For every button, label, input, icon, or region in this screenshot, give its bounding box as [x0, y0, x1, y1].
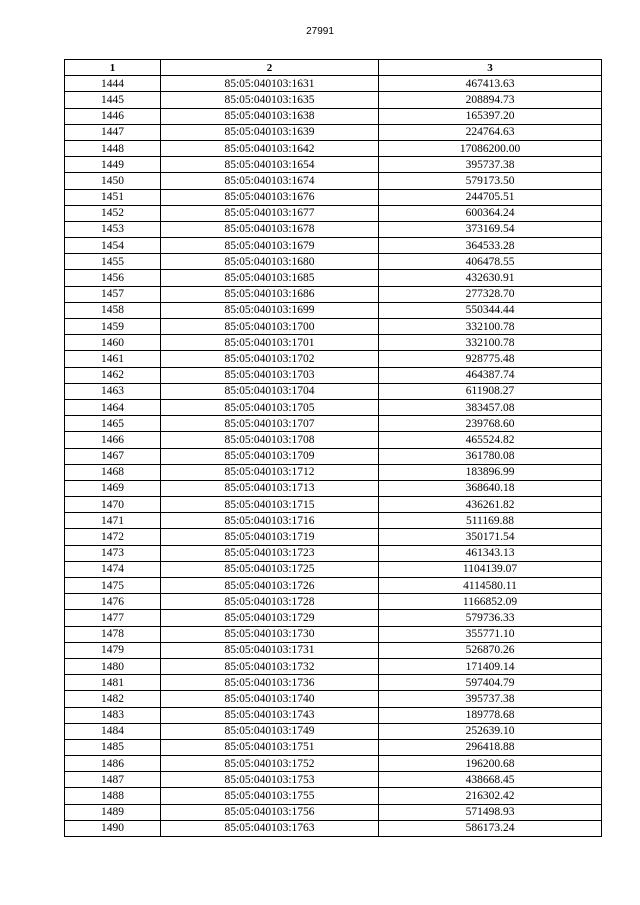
cadastral-number-cell: 85:05:040103:1676: [161, 189, 379, 205]
row-number-cell: 1466: [65, 432, 161, 448]
row-number-cell: 1489: [65, 804, 161, 820]
cadastral-number-cell: 85:05:040103:1638: [161, 108, 379, 124]
table-row: [65, 238, 602, 254]
row-number-cell: 1448: [65, 140, 161, 156]
value-cell: 383457.08: [379, 399, 602, 415]
table-row: [65, 448, 602, 464]
row-number-cell: 1450: [65, 173, 161, 189]
table-row: [65, 497, 602, 513]
cadastral-number-cell: 85:05:040103:1686: [161, 286, 379, 302]
value-cell: 208894.73: [379, 92, 602, 108]
row-number-cell: 1454: [65, 238, 161, 254]
column-header-1: 1: [65, 60, 161, 76]
table-row: [65, 432, 602, 448]
cadastral-number-cell: 85:05:040103:1755: [161, 788, 379, 804]
value-cell: 4114580.11: [379, 578, 602, 594]
value-cell: 600364.24: [379, 205, 602, 221]
row-number-cell: 1457: [65, 286, 161, 302]
row-number-cell: 1484: [65, 723, 161, 739]
cadastral-number-cell: 85:05:040103:1703: [161, 367, 379, 383]
cadastral-number-cell: 85:05:040103:1753: [161, 772, 379, 788]
table-row: [65, 335, 602, 351]
row-number-cell: 1468: [65, 464, 161, 480]
value-cell: 550344.44: [379, 302, 602, 318]
cadastral-number-cell: 85:05:040103:1685: [161, 270, 379, 286]
row-number-cell: 1483: [65, 707, 161, 723]
cadastral-number-cell: 85:05:040103:1729: [161, 610, 379, 626]
cadastral-number-cell: 85:05:040103:1752: [161, 756, 379, 772]
row-number-cell: 1447: [65, 124, 161, 140]
cadastral-number-cell: 85:05:040103:1674: [161, 173, 379, 189]
value-cell: 224764.63: [379, 124, 602, 140]
table-row: [65, 221, 602, 237]
row-number-cell: 1469: [65, 480, 161, 496]
row-number-cell: 1477: [65, 610, 161, 626]
cadastral-number-cell: 85:05:040103:1740: [161, 691, 379, 707]
row-number-cell: 1472: [65, 529, 161, 545]
value-cell: 597404.79: [379, 675, 602, 691]
table-row: [65, 92, 602, 108]
table-row: [65, 480, 602, 496]
row-number-cell: 1474: [65, 561, 161, 577]
cadastral-number-cell: 85:05:040103:1700: [161, 319, 379, 335]
row-number-cell: 1451: [65, 189, 161, 205]
value-cell: 296418.88: [379, 739, 602, 755]
cadastral-number-cell: 85:05:040103:1635: [161, 92, 379, 108]
row-number-cell: 1479: [65, 642, 161, 658]
value-cell: 436261.82: [379, 497, 602, 513]
cadastral-number-cell: 85:05:040103:1756: [161, 804, 379, 820]
row-number-cell: 1459: [65, 319, 161, 335]
table-row: [65, 205, 602, 221]
value-cell: 196200.68: [379, 756, 602, 772]
table-row: [65, 561, 602, 577]
cadastral-number-cell: 85:05:040103:1728: [161, 594, 379, 610]
cadastral-number-cell: 85:05:040103:1716: [161, 513, 379, 529]
cadastral-number-cell: 85:05:040103:1701: [161, 335, 379, 351]
value-cell: 216302.42: [379, 788, 602, 804]
value-cell: 395737.38: [379, 157, 602, 173]
table-row: [65, 804, 602, 820]
value-cell: 244705.51: [379, 189, 602, 205]
table-row: [65, 610, 602, 626]
table-row: [65, 756, 602, 772]
value-cell: 586173.24: [379, 820, 602, 836]
table-row: [65, 383, 602, 399]
row-number-cell: 1446: [65, 108, 161, 124]
table-row: [65, 545, 602, 561]
row-number-cell: 1486: [65, 756, 161, 772]
row-number-cell: 1452: [65, 205, 161, 221]
cadastral-number-cell: 85:05:040103:1725: [161, 561, 379, 577]
table-row: [65, 76, 602, 92]
cadastral-number-cell: 85:05:040103:1679: [161, 238, 379, 254]
table-row: [65, 723, 602, 739]
row-number-cell: 1487: [65, 772, 161, 788]
cadastral-number-cell: 85:05:040103:1723: [161, 545, 379, 561]
table-row: [65, 124, 602, 140]
cadastral-number-cell: 85:05:040103:1654: [161, 157, 379, 173]
table-row: [65, 707, 602, 723]
row-number-cell: 1463: [65, 383, 161, 399]
value-cell: 395737.38: [379, 691, 602, 707]
cadastral-number-cell: 85:05:040103:1731: [161, 642, 379, 658]
cadastral-number-cell: 85:05:040103:1677: [161, 205, 379, 221]
table-row: [65, 351, 602, 367]
value-cell: 17086200.00: [379, 140, 602, 156]
row-number-cell: 1470: [65, 497, 161, 513]
cadastral-number-cell: 85:05:040103:1763: [161, 820, 379, 836]
cadastral-number-cell: 85:05:040103:1749: [161, 723, 379, 739]
table-row: [65, 367, 602, 383]
cadastral-number-cell: 85:05:040103:1743: [161, 707, 379, 723]
table-row: [65, 642, 602, 658]
value-cell: 467413.63: [379, 76, 602, 92]
cadastral-number-cell: 85:05:040103:1736: [161, 675, 379, 691]
row-number-cell: 1444: [65, 76, 161, 92]
row-number-cell: 1453: [65, 221, 161, 237]
value-cell: 461343.13: [379, 545, 602, 561]
table-row: [65, 788, 602, 804]
column-header-3: 3: [379, 60, 602, 76]
value-cell: 579173.50: [379, 173, 602, 189]
row-number-cell: 1455: [65, 254, 161, 270]
value-cell: 171409.14: [379, 658, 602, 674]
value-cell: 183896.99: [379, 464, 602, 480]
cadastral-number-cell: 85:05:040103:1719: [161, 529, 379, 545]
row-number-cell: 1456: [65, 270, 161, 286]
table-row: [65, 157, 602, 173]
value-cell: 611908.27: [379, 383, 602, 399]
row-number-cell: 1476: [65, 594, 161, 610]
value-cell: 928775.48: [379, 351, 602, 367]
table-row: [65, 464, 602, 480]
table-row: [65, 626, 602, 642]
table-row: [65, 772, 602, 788]
table-row: [65, 820, 602, 836]
row-number-cell: 1467: [65, 448, 161, 464]
cadastral-number-cell: 85:05:040103:1642: [161, 140, 379, 156]
table-row: [65, 302, 602, 318]
cadastral-number-cell: 85:05:040103:1715: [161, 497, 379, 513]
table-row: [65, 658, 602, 674]
cadastral-number-cell: 85:05:040103:1704: [161, 383, 379, 399]
value-cell: 332100.78: [379, 319, 602, 335]
row-number-cell: 1445: [65, 92, 161, 108]
value-cell: 350171.54: [379, 529, 602, 545]
value-cell: 511169.88: [379, 513, 602, 529]
row-number-cell: 1482: [65, 691, 161, 707]
value-cell: 438668.45: [379, 772, 602, 788]
value-cell: 579736.33: [379, 610, 602, 626]
table-row: [65, 108, 602, 124]
cadastral-number-cell: 85:05:040103:1705: [161, 399, 379, 415]
cadastral-number-cell: 85:05:040103:1730: [161, 626, 379, 642]
page-number: 27991: [306, 26, 334, 37]
value-cell: 355771.10: [379, 626, 602, 642]
value-cell: 332100.78: [379, 335, 602, 351]
value-cell: 373169.54: [379, 221, 602, 237]
value-cell: 465524.82: [379, 432, 602, 448]
row-number-cell: 1485: [65, 739, 161, 755]
data-table: [64, 59, 602, 837]
table-row: [65, 675, 602, 691]
value-cell: 364533.28: [379, 238, 602, 254]
value-cell: 252639.10: [379, 723, 602, 739]
table-row: [65, 399, 602, 415]
value-cell: 239768.60: [379, 416, 602, 432]
value-cell: 361780.08: [379, 448, 602, 464]
cadastral-number-cell: 85:05:040103:1708: [161, 432, 379, 448]
table-row: [65, 140, 602, 156]
value-cell: 277328.70: [379, 286, 602, 302]
value-cell: 571498.93: [379, 804, 602, 820]
row-number-cell: 1471: [65, 513, 161, 529]
row-number-cell: 1462: [65, 367, 161, 383]
cadastral-number-cell: 85:05:040103:1678: [161, 221, 379, 237]
row-number-cell: 1490: [65, 820, 161, 836]
row-number-cell: 1480: [65, 658, 161, 674]
value-cell: 1104139.07: [379, 561, 602, 577]
cadastral-number-cell: 85:05:040103:1726: [161, 578, 379, 594]
value-cell: 526870.26: [379, 642, 602, 658]
cadastral-number-cell: 85:05:040103:1709: [161, 448, 379, 464]
cadastral-number-cell: 85:05:040103:1751: [161, 739, 379, 755]
table-row: [65, 578, 602, 594]
value-cell: 189778.68: [379, 707, 602, 723]
table-row: [65, 739, 602, 755]
cadastral-number-cell: 85:05:040103:1631: [161, 76, 379, 92]
table-row: [65, 594, 602, 610]
cadastral-number-cell: 85:05:040103:1680: [161, 254, 379, 270]
row-number-cell: 1475: [65, 578, 161, 594]
table-header-row: [65, 60, 602, 76]
cadastral-number-cell: 85:05:040103:1713: [161, 480, 379, 496]
row-number-cell: 1464: [65, 399, 161, 415]
row-number-cell: 1460: [65, 335, 161, 351]
value-cell: 464387.74: [379, 367, 602, 383]
table-row: [65, 189, 602, 205]
table-row: [65, 286, 602, 302]
row-number-cell: 1449: [65, 157, 161, 173]
row-number-cell: 1481: [65, 675, 161, 691]
row-number-cell: 1461: [65, 351, 161, 367]
column-header-2: 2: [161, 60, 379, 76]
row-number-cell: 1458: [65, 302, 161, 318]
cadastral-number-cell: 85:05:040103:1707: [161, 416, 379, 432]
value-cell: 406478.55: [379, 254, 602, 270]
cadastral-number-cell: 85:05:040103:1639: [161, 124, 379, 140]
table-body: [65, 76, 602, 837]
cadastral-number-cell: 85:05:040103:1702: [161, 351, 379, 367]
value-cell: 1166852.09: [379, 594, 602, 610]
row-number-cell: 1473: [65, 545, 161, 561]
table-row: [65, 691, 602, 707]
table-row: [65, 529, 602, 545]
table-row: [65, 319, 602, 335]
cadastral-number-cell: 85:05:040103:1732: [161, 658, 379, 674]
value-cell: 368640.18: [379, 480, 602, 496]
value-cell: 165397.20: [379, 108, 602, 124]
value-cell: 432630.91: [379, 270, 602, 286]
table-row: [65, 173, 602, 189]
row-number-cell: 1488: [65, 788, 161, 804]
table-row: [65, 416, 602, 432]
table-row: [65, 270, 602, 286]
table-row: [65, 254, 602, 270]
cadastral-number-cell: 85:05:040103:1699: [161, 302, 379, 318]
row-number-cell: 1478: [65, 626, 161, 642]
table-row: [65, 513, 602, 529]
cadastral-number-cell: 85:05:040103:1712: [161, 464, 379, 480]
row-number-cell: 1465: [65, 416, 161, 432]
